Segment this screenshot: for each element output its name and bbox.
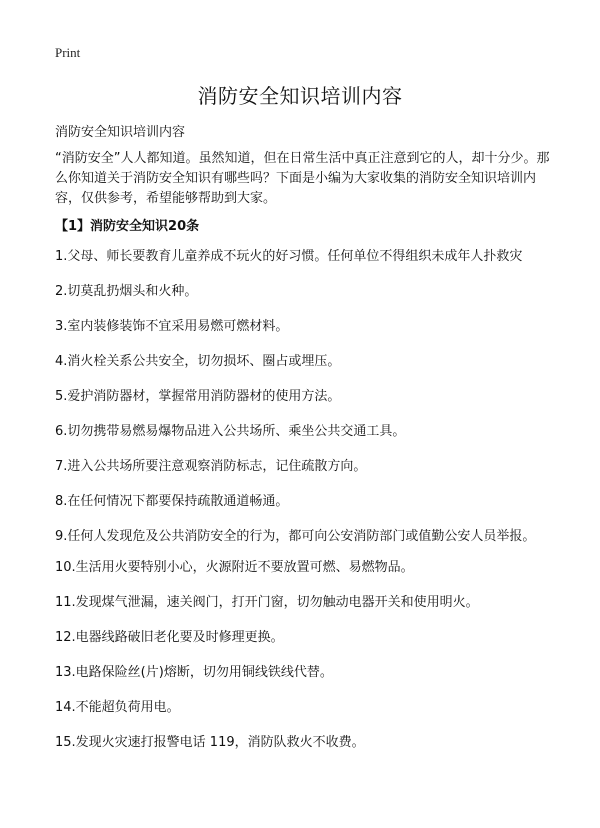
- list-item: 12.电器线路破旧老化要及时修理更换。: [55, 630, 284, 645]
- intro-paragraph: “消防安全”人人都知道。虽然知道，但在日常生活中真正注意到它的人，却十分少。那么你知道关于消防安全知识有哪些吗？下面是小编为大家收集的消防安全知识培训内容，仅供参考，希望能够帮助到大家。: [55, 151, 550, 206]
- page-title: 消防安全知识培训内容: [197, 84, 403, 108]
- list-item: 6.切勿携带易燃易爆物品进入公共场所、乘坐公共交通工具。: [55, 424, 406, 439]
- print-link[interactable]: Print: [55, 45, 81, 60]
- list-item: 7.进入公共场所要注意观察消防标志，记住疏散方向。: [55, 459, 367, 474]
- document-subtitle: 消防安全知识培训内容: [55, 125, 186, 140]
- list-item: 9.任何人发现危及公共消防安全的行为，都可向公安消防部门或值勤公安人员举报。: [55, 529, 536, 544]
- list-item: 8.在任何情况下都要保持疏散通道畅通。: [55, 494, 289, 509]
- list-item: 5.爱护消防器材，掌握常用消防器材的使用方法。: [55, 389, 341, 404]
- knowledge-list: [55, 247, 560, 768]
- list-item: 15.发现火灾速打报警电话 119，消防队救火不收费。: [55, 735, 365, 750]
- list-item: 11.发现煤气泄漏，速关阀门，打开门窗，切勿触动电器开关和使用明火。: [55, 595, 479, 610]
- list-item: 14.不能超负荷用电。: [55, 700, 180, 715]
- list-item: 13.电路保险丝(片)熔断，切勿用铜线铁线代替。: [55, 665, 333, 680]
- list-item: 2.切莫乱扔烟头和火种。: [55, 284, 198, 299]
- list-item: 1.父母、师长要教育儿童养成不玩火的好习惯。任何单位不得组织未成年人扑救灾: [55, 249, 523, 264]
- list-item: 10.生活用火要特别小心，火源附近不要放置可燃、易燃物品。: [55, 560, 414, 575]
- section-heading: 【1】消防安全知识20条: [55, 219, 200, 234]
- list-item: 3.室内装修装饰不宜采用易燃可燃材料。: [55, 319, 289, 334]
- list-item: 4.消火栓关系公共安全，切勿损坏、圈占或埋压。: [55, 354, 341, 369]
